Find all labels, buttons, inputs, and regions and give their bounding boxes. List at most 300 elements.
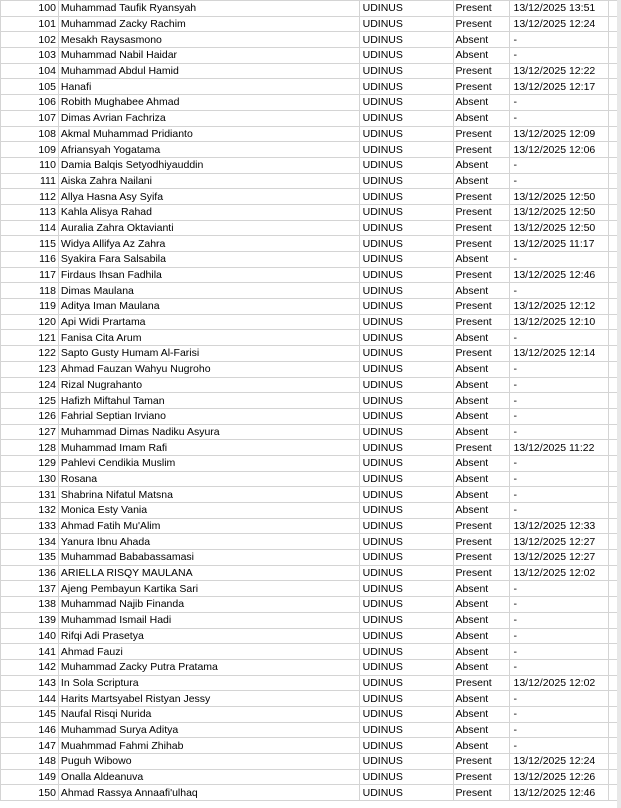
name-cell[interactable]: In Sola Scriptura bbox=[58, 675, 359, 691]
name-cell[interactable]: Afriansyah Yogatama bbox=[58, 142, 359, 158]
table-row[interactable] bbox=[1, 16, 621, 32]
table-row[interactable] bbox=[1, 157, 621, 173]
table-row[interactable] bbox=[1, 769, 621, 785]
institution-cell[interactable]: UDINUS bbox=[359, 189, 453, 205]
timestamp-cell[interactable]: - bbox=[509, 393, 609, 409]
row-number-cell[interactable]: 131 bbox=[1, 487, 59, 503]
institution-cell[interactable]: UDINUS bbox=[359, 204, 453, 220]
institution-cell[interactable]: UDINUS bbox=[359, 581, 453, 597]
timestamp-cell[interactable]: - bbox=[509, 659, 609, 675]
name-cell[interactable]: Syakira Fara Salsabila bbox=[58, 252, 359, 268]
table-row[interactable] bbox=[1, 110, 621, 126]
table-row[interactable] bbox=[1, 518, 621, 534]
status-cell[interactable]: Absent bbox=[453, 471, 509, 487]
name-cell[interactable]: Allya Hasna Asy Syifa bbox=[58, 189, 359, 205]
table-row[interactable] bbox=[1, 189, 621, 205]
name-cell[interactable]: Muhammad Abdul Hamid bbox=[58, 63, 359, 79]
timestamp-cell[interactable]: - bbox=[509, 691, 609, 707]
row-number-cell[interactable]: 126 bbox=[1, 408, 59, 424]
status-cell[interactable]: Absent bbox=[453, 597, 509, 613]
name-cell[interactable]: Muhammad Nabil Haidar bbox=[58, 48, 359, 64]
row-number-cell[interactable]: 115 bbox=[1, 236, 59, 252]
row-number-cell[interactable]: 105 bbox=[1, 79, 59, 95]
status-cell[interactable]: Absent bbox=[453, 644, 509, 660]
timestamp-cell[interactable]: 13/12/2025 12:24 bbox=[509, 754, 609, 770]
name-cell[interactable]: Rizal Nugrahanto bbox=[58, 377, 359, 393]
name-cell[interactable]: Dimas Avrian Fachriza bbox=[58, 110, 359, 126]
institution-cell[interactable]: UDINUS bbox=[359, 440, 453, 456]
row-number-cell[interactable]: 138 bbox=[1, 597, 59, 613]
timestamp-cell[interactable]: 13/12/2025 11:17 bbox=[509, 236, 609, 252]
name-cell[interactable]: Akmal Muhammad Pridianto bbox=[58, 126, 359, 142]
institution-cell[interactable]: UDINUS bbox=[359, 63, 453, 79]
table-row[interactable] bbox=[1, 1, 621, 17]
status-cell[interactable]: Present bbox=[453, 346, 509, 362]
name-cell[interactable]: Ahmad Fauzan Wahyu Nugroho bbox=[58, 361, 359, 377]
row-number-cell[interactable]: 129 bbox=[1, 455, 59, 471]
row-number-cell[interactable]: 100 bbox=[1, 1, 59, 17]
row-number-cell[interactable]: 116 bbox=[1, 252, 59, 268]
row-number-cell[interactable]: 134 bbox=[1, 534, 59, 550]
status-cell[interactable]: Absent bbox=[453, 424, 509, 440]
table-row[interactable] bbox=[1, 612, 621, 628]
table-row[interactable] bbox=[1, 408, 621, 424]
timestamp-cell[interactable]: - bbox=[509, 581, 609, 597]
institution-cell[interactable]: UDINUS bbox=[359, 346, 453, 362]
timestamp-cell[interactable]: 13/12/2025 12:50 bbox=[509, 204, 609, 220]
institution-cell[interactable]: UDINUS bbox=[359, 659, 453, 675]
table-row[interactable] bbox=[1, 204, 621, 220]
institution-cell[interactable]: UDINUS bbox=[359, 16, 453, 32]
name-cell[interactable]: Harits Martsyabel Ristyan Jessy bbox=[58, 691, 359, 707]
table-row[interactable] bbox=[1, 142, 621, 158]
table-row[interactable] bbox=[1, 79, 621, 95]
status-cell[interactable]: Absent bbox=[453, 110, 509, 126]
name-cell[interactable]: Aditya Iman Maulana bbox=[58, 299, 359, 315]
table-row[interactable] bbox=[1, 581, 621, 597]
timestamp-cell[interactable]: - bbox=[509, 361, 609, 377]
timestamp-cell[interactable]: - bbox=[509, 612, 609, 628]
name-cell[interactable]: Onalla Aldeanuva bbox=[58, 769, 359, 785]
status-cell[interactable]: Present bbox=[453, 299, 509, 315]
name-cell[interactable]: Fahrial Septian Irviano bbox=[58, 408, 359, 424]
name-cell[interactable]: ARIELLA RISQY MAULANA bbox=[58, 565, 359, 581]
timestamp-cell[interactable]: 13/12/2025 12:33 bbox=[509, 518, 609, 534]
status-cell[interactable]: Absent bbox=[453, 377, 509, 393]
name-cell[interactable]: Monica Esty Vania bbox=[58, 503, 359, 519]
timestamp-cell[interactable]: - bbox=[509, 644, 609, 660]
status-cell[interactable]: Absent bbox=[453, 612, 509, 628]
timestamp-cell[interactable]: 13/12/2025 11:22 bbox=[509, 440, 609, 456]
institution-cell[interactable]: UDINUS bbox=[359, 408, 453, 424]
table-row[interactable] bbox=[1, 63, 621, 79]
row-number-cell[interactable]: 149 bbox=[1, 769, 59, 785]
row-number-cell[interactable]: 112 bbox=[1, 189, 59, 205]
table-row[interactable] bbox=[1, 283, 621, 299]
timestamp-cell[interactable]: 13/12/2025 12:12 bbox=[509, 299, 609, 315]
institution-cell[interactable]: UDINUS bbox=[359, 597, 453, 613]
name-cell[interactable]: Pahlevi Cendikia Muslim bbox=[58, 455, 359, 471]
timestamp-cell[interactable]: - bbox=[509, 487, 609, 503]
timestamp-cell[interactable]: - bbox=[509, 330, 609, 346]
table-row[interactable] bbox=[1, 691, 621, 707]
name-cell[interactable]: Robith Mughabee Ahmad bbox=[58, 95, 359, 111]
status-cell[interactable]: Present bbox=[453, 16, 509, 32]
institution-cell[interactable]: UDINUS bbox=[359, 299, 453, 315]
timestamp-cell[interactable]: - bbox=[509, 95, 609, 111]
table-row[interactable] bbox=[1, 424, 621, 440]
row-number-cell[interactable]: 119 bbox=[1, 299, 59, 315]
status-cell[interactable]: Present bbox=[453, 1, 509, 17]
row-number-cell[interactable]: 121 bbox=[1, 330, 59, 346]
timestamp-cell[interactable]: 13/12/2025 12:26 bbox=[509, 769, 609, 785]
name-cell[interactable]: Hafizh Miftahul Taman bbox=[58, 393, 359, 409]
institution-cell[interactable]: UDINUS bbox=[359, 330, 453, 346]
name-cell[interactable]: Ahmad Fatih Mu'Alim bbox=[58, 518, 359, 534]
institution-cell[interactable]: UDINUS bbox=[359, 754, 453, 770]
name-cell[interactable]: Sapto Gusty Humam Al-Farisi bbox=[58, 346, 359, 362]
name-cell[interactable]: Muhammad Taufik Ryansyah bbox=[58, 1, 359, 17]
name-cell[interactable]: Hanafi bbox=[58, 79, 359, 95]
timestamp-cell[interactable]: - bbox=[509, 377, 609, 393]
status-cell[interactable]: Present bbox=[453, 440, 509, 456]
timestamp-cell[interactable]: - bbox=[509, 283, 609, 299]
table-row[interactable] bbox=[1, 503, 621, 519]
timestamp-cell[interactable]: 13/12/2025 12:17 bbox=[509, 79, 609, 95]
name-cell[interactable]: Muhammad Surya Aditya bbox=[58, 722, 359, 738]
name-cell[interactable]: Kahla Alisya Rahad bbox=[58, 204, 359, 220]
timestamp-cell[interactable]: 13/12/2025 12:02 bbox=[509, 565, 609, 581]
table-row[interactable] bbox=[1, 644, 621, 660]
status-cell[interactable]: Present bbox=[453, 142, 509, 158]
timestamp-cell[interactable]: - bbox=[509, 424, 609, 440]
name-cell[interactable]: Fanisa Cita Arum bbox=[58, 330, 359, 346]
timestamp-cell[interactable]: - bbox=[509, 503, 609, 519]
institution-cell[interactable]: UDINUS bbox=[359, 142, 453, 158]
status-cell[interactable]: Present bbox=[453, 675, 509, 691]
name-cell[interactable]: Muhammad Najib Finanda bbox=[58, 597, 359, 613]
institution-cell[interactable]: UDINUS bbox=[359, 1, 453, 17]
status-cell[interactable]: Present bbox=[453, 785, 509, 801]
row-number-cell[interactable]: 141 bbox=[1, 644, 59, 660]
table-row[interactable] bbox=[1, 471, 621, 487]
status-cell[interactable]: Absent bbox=[453, 393, 509, 409]
timestamp-cell[interactable]: 13/12/2025 12:10 bbox=[509, 314, 609, 330]
status-cell[interactable]: Present bbox=[453, 550, 509, 566]
table-row[interactable] bbox=[1, 722, 621, 738]
status-cell[interactable]: Absent bbox=[453, 628, 509, 644]
institution-cell[interactable]: UDINUS bbox=[359, 157, 453, 173]
row-number-cell[interactable]: 148 bbox=[1, 754, 59, 770]
row-number-cell[interactable]: 104 bbox=[1, 63, 59, 79]
timestamp-cell[interactable]: - bbox=[509, 173, 609, 189]
status-cell[interactable]: Present bbox=[453, 267, 509, 283]
name-cell[interactable]: Mesakh Raysasmono bbox=[58, 32, 359, 48]
institution-cell[interactable]: UDINUS bbox=[359, 252, 453, 268]
institution-cell[interactable]: UDINUS bbox=[359, 518, 453, 534]
table-row[interactable] bbox=[1, 706, 621, 722]
row-number-cell[interactable]: 108 bbox=[1, 126, 59, 142]
timestamp-cell[interactable]: - bbox=[509, 706, 609, 722]
timestamp-cell[interactable]: - bbox=[509, 628, 609, 644]
timestamp-cell[interactable]: - bbox=[509, 408, 609, 424]
name-cell[interactable]: Damia Balqis Setyodhiyauddin bbox=[58, 157, 359, 173]
table-row[interactable] bbox=[1, 628, 621, 644]
row-number-cell[interactable]: 106 bbox=[1, 95, 59, 111]
table-row[interactable] bbox=[1, 314, 621, 330]
status-cell[interactable]: Present bbox=[453, 63, 509, 79]
row-number-cell[interactable]: 122 bbox=[1, 346, 59, 362]
row-number-cell[interactable]: 118 bbox=[1, 283, 59, 299]
status-cell[interactable]: Present bbox=[453, 236, 509, 252]
row-number-cell[interactable]: 140 bbox=[1, 628, 59, 644]
timestamp-cell[interactable]: - bbox=[509, 48, 609, 64]
institution-cell[interactable]: UDINUS bbox=[359, 691, 453, 707]
table-row[interactable] bbox=[1, 534, 621, 550]
institution-cell[interactable]: UDINUS bbox=[359, 220, 453, 236]
row-number-cell[interactable]: 130 bbox=[1, 471, 59, 487]
table-row[interactable] bbox=[1, 440, 621, 456]
institution-cell[interactable]: UDINUS bbox=[359, 612, 453, 628]
table-row[interactable] bbox=[1, 754, 621, 770]
institution-cell[interactable]: UDINUS bbox=[359, 628, 453, 644]
row-number-cell[interactable]: 135 bbox=[1, 550, 59, 566]
status-cell[interactable]: Absent bbox=[453, 503, 509, 519]
status-cell[interactable]: Present bbox=[453, 534, 509, 550]
institution-cell[interactable]: UDINUS bbox=[359, 738, 453, 754]
row-number-cell[interactable]: 128 bbox=[1, 440, 59, 456]
table-row[interactable] bbox=[1, 393, 621, 409]
name-cell[interactable]: Muhammad Dimas Nadiku Asyura bbox=[58, 424, 359, 440]
table-row[interactable] bbox=[1, 299, 621, 315]
row-number-cell[interactable]: 142 bbox=[1, 659, 59, 675]
table-row[interactable] bbox=[1, 126, 621, 142]
row-number-cell[interactable]: 102 bbox=[1, 32, 59, 48]
row-number-cell[interactable]: 103 bbox=[1, 48, 59, 64]
name-cell[interactable]: Ahmad Rassya Annaafi'ulhaq bbox=[58, 785, 359, 801]
institution-cell[interactable]: UDINUS bbox=[359, 471, 453, 487]
institution-cell[interactable]: UDINUS bbox=[359, 455, 453, 471]
status-cell[interactable]: Present bbox=[453, 518, 509, 534]
table-row[interactable] bbox=[1, 550, 621, 566]
name-cell[interactable]: Firdaus Ihsan Fadhila bbox=[58, 267, 359, 283]
row-number-cell[interactable]: 133 bbox=[1, 518, 59, 534]
row-number-cell[interactable]: 125 bbox=[1, 393, 59, 409]
institution-cell[interactable]: UDINUS bbox=[359, 503, 453, 519]
timestamp-cell[interactable]: 13/12/2025 13:51 bbox=[509, 1, 609, 17]
status-cell[interactable]: Absent bbox=[453, 581, 509, 597]
timestamp-cell[interactable]: - bbox=[509, 471, 609, 487]
status-cell[interactable]: Absent bbox=[453, 173, 509, 189]
table-row[interactable] bbox=[1, 455, 621, 471]
institution-cell[interactable]: UDINUS bbox=[359, 424, 453, 440]
name-cell[interactable]: Dimas Maulana bbox=[58, 283, 359, 299]
row-number-cell[interactable]: 110 bbox=[1, 157, 59, 173]
timestamp-cell[interactable]: 13/12/2025 12:24 bbox=[509, 16, 609, 32]
institution-cell[interactable]: UDINUS bbox=[359, 722, 453, 738]
institution-cell[interactable]: UDINUS bbox=[359, 534, 453, 550]
institution-cell[interactable]: UDINUS bbox=[359, 110, 453, 126]
institution-cell[interactable]: UDINUS bbox=[359, 48, 453, 64]
timestamp-cell[interactable]: 13/12/2025 12:50 bbox=[509, 189, 609, 205]
status-cell[interactable]: Present bbox=[453, 126, 509, 142]
status-cell[interactable]: Absent bbox=[453, 659, 509, 675]
timestamp-cell[interactable]: - bbox=[509, 597, 609, 613]
status-cell[interactable]: Absent bbox=[453, 48, 509, 64]
row-number-cell[interactable]: 150 bbox=[1, 785, 59, 801]
name-cell[interactable]: Ahmad Fauzi bbox=[58, 644, 359, 660]
status-cell[interactable]: Absent bbox=[453, 32, 509, 48]
institution-cell[interactable]: UDINUS bbox=[359, 706, 453, 722]
status-cell[interactable]: Absent bbox=[453, 283, 509, 299]
timestamp-cell[interactable]: 13/12/2025 12:02 bbox=[509, 675, 609, 691]
status-cell[interactable]: Absent bbox=[453, 738, 509, 754]
name-cell[interactable]: Puguh Wibowo bbox=[58, 754, 359, 770]
status-cell[interactable]: Absent bbox=[453, 157, 509, 173]
status-cell[interactable]: Absent bbox=[453, 95, 509, 111]
row-number-cell[interactable]: 109 bbox=[1, 142, 59, 158]
status-cell[interactable]: Absent bbox=[453, 330, 509, 346]
row-number-cell[interactable]: 139 bbox=[1, 612, 59, 628]
row-number-cell[interactable]: 144 bbox=[1, 691, 59, 707]
name-cell[interactable]: Widya Allifya Az Zahra bbox=[58, 236, 359, 252]
name-cell[interactable]: Muhammad Zacky Rachim bbox=[58, 16, 359, 32]
name-cell[interactable]: Muhammad Ismail Hadi bbox=[58, 612, 359, 628]
timestamp-cell[interactable]: - bbox=[509, 110, 609, 126]
status-cell[interactable]: Absent bbox=[453, 691, 509, 707]
timestamp-cell[interactable]: - bbox=[509, 722, 609, 738]
row-number-cell[interactable]: 107 bbox=[1, 110, 59, 126]
status-cell[interactable]: Absent bbox=[453, 455, 509, 471]
row-number-cell[interactable]: 113 bbox=[1, 204, 59, 220]
table-row[interactable] bbox=[1, 173, 621, 189]
status-cell[interactable]: Absent bbox=[453, 487, 509, 503]
name-cell[interactable]: Muhammad Bababassamasi bbox=[58, 550, 359, 566]
table-row[interactable] bbox=[1, 377, 621, 393]
row-number-cell[interactable]: 147 bbox=[1, 738, 59, 754]
status-cell[interactable]: Absent bbox=[453, 706, 509, 722]
row-number-cell[interactable]: 123 bbox=[1, 361, 59, 377]
institution-cell[interactable]: UDINUS bbox=[359, 283, 453, 299]
timestamp-cell[interactable]: 13/12/2025 12:22 bbox=[509, 63, 609, 79]
table-row[interactable] bbox=[1, 220, 621, 236]
table-row[interactable] bbox=[1, 252, 621, 268]
status-cell[interactable]: Absent bbox=[453, 252, 509, 268]
table-row[interactable] bbox=[1, 236, 621, 252]
table-row[interactable] bbox=[1, 95, 621, 111]
institution-cell[interactable]: UDINUS bbox=[359, 644, 453, 660]
row-number-cell[interactable]: 127 bbox=[1, 424, 59, 440]
table-row[interactable] bbox=[1, 267, 621, 283]
timestamp-cell[interactable]: 13/12/2025 12:50 bbox=[509, 220, 609, 236]
institution-cell[interactable]: UDINUS bbox=[359, 393, 453, 409]
institution-cell[interactable]: UDINUS bbox=[359, 550, 453, 566]
status-cell[interactable]: Absent bbox=[453, 722, 509, 738]
table-row[interactable] bbox=[1, 785, 621, 801]
table-row[interactable] bbox=[1, 675, 621, 691]
institution-cell[interactable]: UDINUS bbox=[359, 769, 453, 785]
status-cell[interactable]: Present bbox=[453, 565, 509, 581]
name-cell[interactable]: Yanura Ibnu Ahada bbox=[58, 534, 359, 550]
row-number-cell[interactable]: 101 bbox=[1, 16, 59, 32]
institution-cell[interactable]: UDINUS bbox=[359, 267, 453, 283]
institution-cell[interactable]: UDINUS bbox=[359, 95, 453, 111]
status-cell[interactable]: Present bbox=[453, 220, 509, 236]
status-cell[interactable]: Absent bbox=[453, 361, 509, 377]
row-number-cell[interactable]: 120 bbox=[1, 314, 59, 330]
institution-cell[interactable]: UDINUS bbox=[359, 314, 453, 330]
institution-cell[interactable]: UDINUS bbox=[359, 675, 453, 691]
row-number-cell[interactable]: 145 bbox=[1, 706, 59, 722]
table-row[interactable] bbox=[1, 361, 621, 377]
row-number-cell[interactable]: 146 bbox=[1, 722, 59, 738]
name-cell[interactable]: Aiska Zahra Nailani bbox=[58, 173, 359, 189]
timestamp-cell[interactable]: 13/12/2025 12:27 bbox=[509, 534, 609, 550]
row-number-cell[interactable]: 137 bbox=[1, 581, 59, 597]
institution-cell[interactable]: UDINUS bbox=[359, 785, 453, 801]
table-row[interactable] bbox=[1, 330, 621, 346]
row-number-cell[interactable]: 124 bbox=[1, 377, 59, 393]
status-cell[interactable]: Present bbox=[453, 769, 509, 785]
name-cell[interactable]: Muahmmad Fahmi Zhihab bbox=[58, 738, 359, 754]
name-cell[interactable]: Rifqi Adi Prasetya bbox=[58, 628, 359, 644]
timestamp-cell[interactable]: 13/12/2025 12:14 bbox=[509, 346, 609, 362]
institution-cell[interactable]: UDINUS bbox=[359, 565, 453, 581]
institution-cell[interactable]: UDINUS bbox=[359, 32, 453, 48]
institution-cell[interactable]: UDINUS bbox=[359, 377, 453, 393]
name-cell[interactable]: Naufal Risqi Nurida bbox=[58, 706, 359, 722]
name-cell[interactable]: Muhammad Zacky Putra Pratama bbox=[58, 659, 359, 675]
timestamp-cell[interactable]: 13/12/2025 12:46 bbox=[509, 267, 609, 283]
table-row[interactable] bbox=[1, 659, 621, 675]
status-cell[interactable]: Present bbox=[453, 189, 509, 205]
timestamp-cell[interactable]: - bbox=[509, 738, 609, 754]
status-cell[interactable]: Present bbox=[453, 204, 509, 220]
timestamp-cell[interactable]: - bbox=[509, 32, 609, 48]
timestamp-cell[interactable]: 13/12/2025 12:46 bbox=[509, 785, 609, 801]
timestamp-cell[interactable]: 13/12/2025 12:27 bbox=[509, 550, 609, 566]
name-cell[interactable]: Rosana bbox=[58, 471, 359, 487]
row-number-cell[interactable]: 114 bbox=[1, 220, 59, 236]
institution-cell[interactable]: UDINUS bbox=[359, 361, 453, 377]
table-row[interactable] bbox=[1, 597, 621, 613]
table-row[interactable] bbox=[1, 565, 621, 581]
row-number-cell[interactable]: 143 bbox=[1, 675, 59, 691]
row-number-cell[interactable]: 136 bbox=[1, 565, 59, 581]
institution-cell[interactable]: UDINUS bbox=[359, 173, 453, 189]
timestamp-cell[interactable]: - bbox=[509, 157, 609, 173]
table-row[interactable] bbox=[1, 346, 621, 362]
status-cell[interactable]: Present bbox=[453, 79, 509, 95]
table-row[interactable] bbox=[1, 738, 621, 754]
name-cell[interactable]: Ajeng Pembayun Kartika Sari bbox=[58, 581, 359, 597]
name-cell[interactable]: Api Widi Prartama bbox=[58, 314, 359, 330]
institution-cell[interactable]: UDINUS bbox=[359, 79, 453, 95]
name-cell[interactable]: Auralia Zahra Oktavianti bbox=[58, 220, 359, 236]
timestamp-cell[interactable]: 13/12/2025 12:09 bbox=[509, 126, 609, 142]
status-cell[interactable]: Present bbox=[453, 314, 509, 330]
row-number-cell[interactable]: 111 bbox=[1, 173, 59, 189]
name-cell[interactable]: Muhammad Imam Rafi bbox=[58, 440, 359, 456]
institution-cell[interactable]: UDINUS bbox=[359, 126, 453, 142]
table-row[interactable] bbox=[1, 48, 621, 64]
timestamp-cell[interactable]: - bbox=[509, 455, 609, 471]
status-cell[interactable]: Present bbox=[453, 754, 509, 770]
name-cell[interactable]: Shabrina Nifatul Matsna bbox=[58, 487, 359, 503]
timestamp-cell[interactable]: - bbox=[509, 252, 609, 268]
status-cell[interactable]: Absent bbox=[453, 408, 509, 424]
institution-cell[interactable]: UDINUS bbox=[359, 236, 453, 252]
